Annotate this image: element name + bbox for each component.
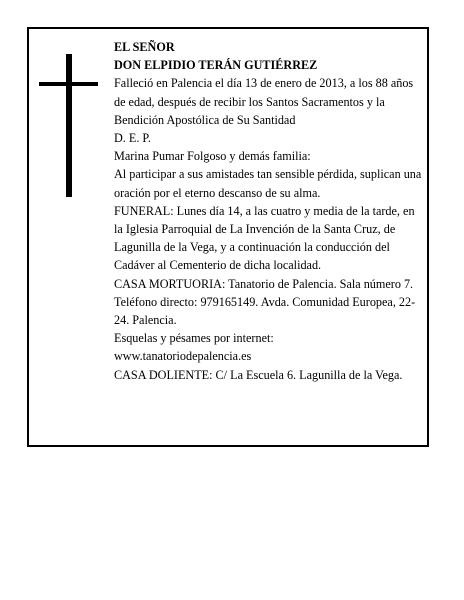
death-statement: Falleció en Palencia el día 13 de enero de 2013, a los 88 años de edad, después de recibir los Santos Sacramentos y la Bendición Apostólica de Su Santidad [114,76,414,127]
cross-icon-crossbar [39,82,98,86]
obituary-text [114,38,422,384]
prayer-request: Al participar a sus amistades tan sensible pérdida, suplican una oración por el eterno descanso de su alma. [114,167,422,200]
dep-line: D. E. P. [114,131,151,146]
website-link[interactable]: www.tanatoriodepalencia.es [114,349,252,364]
casa-doliente: CASA DOLIENTE: C/ La Escuela 6. Lagunilla de la Vega. [114,367,403,382]
casa-mortuoria: CASA MORTUORIA: Tanatorio de Palencia. Sala número 7. Teléfono directo: 979165149. Avda. Comunidad Europea, 22-24. Palencia. [114,276,416,328]
esquelas-label: Esquelas y pésames por internet: [114,331,274,346]
family-line: Marina Pumar Folgoso y demás familia: [114,149,311,164]
cross-icon [66,54,72,197]
title-line-1: EL SEÑOR [114,40,175,54]
funeral-details: FUNERAL: Lunes día 14, a las cuatro y media de la tarde, en la Iglesia Parroquial de La Invención de la Santa Cruz, de Lagunilla de la Vega, y a continuación la conducción del Cadáver al Cementerio de dicha localidad. [114,203,415,273]
deceased-name: DON ELPIDIO TERÁN GUTIÉRREZ [114,58,318,73]
